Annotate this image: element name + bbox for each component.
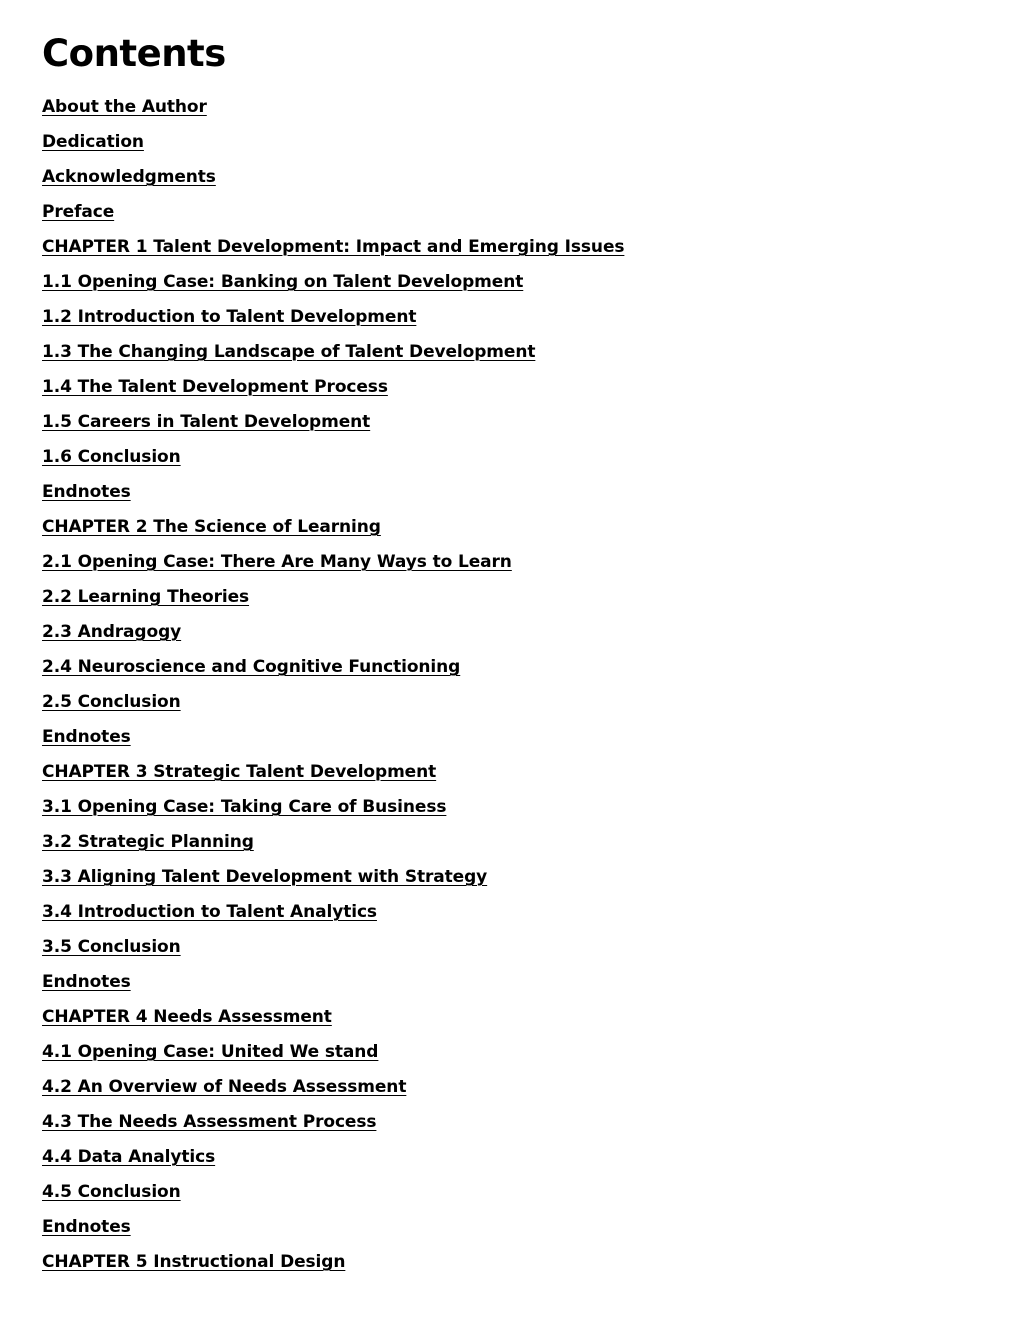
toc-item [42,270,624,305]
toc-item [42,375,624,410]
toc-item [42,620,624,655]
toc-item [42,760,624,795]
toc-link-about-the-author[interactable]: About the Author [42,97,207,117]
toc-item [42,725,624,760]
toc-item [42,340,624,375]
toc-item [42,95,624,130]
toc-item [42,200,624,235]
toc-link-endnotes-4[interactable]: Endnotes [42,1217,131,1237]
toc-link-chapter-4[interactable]: CHAPTER 4 Needs Assessment [42,1007,332,1027]
toc-item [42,690,624,725]
toc-item [42,410,624,445]
toc-item [42,305,624,340]
toc-link-chapter-2[interactable]: CHAPTER 2 The Science of Learning [42,517,381,537]
toc-item [42,235,624,270]
toc-link-endnotes-1[interactable]: Endnotes [42,482,131,502]
toc-link-acknowledgments[interactable]: Acknowledgments [42,167,216,187]
toc-link-section-3-2[interactable]: 3.2 Strategic Planning [42,832,254,852]
toc-link-section-1-2[interactable]: 1.2 Introduction to Talent Development [42,307,417,327]
toc-item [42,655,624,690]
toc-link-preface[interactable]: Preface [42,202,115,222]
toc-item [42,1215,624,1250]
toc-item [42,795,624,830]
toc-link-section-2-5[interactable]: 2.5 Conclusion [42,692,181,712]
toc-link-section-2-4[interactable]: 2.4 Neuroscience and Cognitive Functioning [42,657,461,677]
toc-link-dedication[interactable]: Dedication [42,132,144,152]
toc-link-section-2-1[interactable]: 2.1 Opening Case: There Are Many Ways to Learn [42,552,512,572]
toc-item [42,1005,624,1040]
toc-list [42,95,624,1285]
toc-item [42,165,624,200]
page-title: Contents [42,32,226,75]
toc-link-section-3-3[interactable]: 3.3 Aligning Talent Development with Strategy [42,867,488,887]
toc-item [42,130,624,165]
toc-item [42,445,624,480]
toc-item [42,865,624,900]
toc-item [42,935,624,970]
toc-item [42,515,624,550]
toc-item [42,585,624,620]
toc-item [42,970,624,1005]
toc-link-section-4-2[interactable]: 4.2 An Overview of Needs Assessment [42,1077,407,1097]
toc-link-section-1-3[interactable]: 1.3 The Changing Landscape of Talent Development [42,342,536,362]
toc-link-section-3-1[interactable]: 3.1 Opening Case: Taking Care of Business [42,797,447,817]
toc-link-section-1-1[interactable]: 1.1 Opening Case: Banking on Talent Development [42,272,524,292]
toc-link-section-1-4[interactable]: 1.4 The Talent Development Process [42,377,388,397]
toc-link-section-3-5[interactable]: 3.5 Conclusion [42,937,181,957]
toc-item [42,1040,624,1075]
toc-item [42,1110,624,1145]
toc-link-chapter-5[interactable]: CHAPTER 5 Instructional Design [42,1252,346,1272]
toc-item [42,830,624,865]
toc-item [42,480,624,515]
toc-link-section-2-3[interactable]: 2.3 Andragogy [42,622,182,642]
toc-link-section-1-5[interactable]: 1.5 Careers in Talent Development [42,412,371,432]
toc-link-endnotes-2[interactable]: Endnotes [42,727,131,747]
toc-item [42,1250,624,1285]
toc-item [42,1075,624,1110]
toc-link-section-4-1[interactable]: 4.1 Opening Case: United We stand [42,1042,379,1062]
toc-link-section-3-4[interactable]: 3.4 Introduction to Talent Analytics [42,902,377,922]
toc-item [42,1180,624,1215]
toc-link-section-4-3[interactable]: 4.3 The Needs Assessment Process [42,1112,377,1132]
toc-link-endnotes-3[interactable]: Endnotes [42,972,131,992]
toc-item [42,900,624,935]
toc-item [42,550,624,585]
toc-link-section-4-5[interactable]: 4.5 Conclusion [42,1182,181,1202]
toc-link-section-1-6[interactable]: 1.6 Conclusion [42,447,181,467]
toc-link-section-4-4[interactable]: 4.4 Data Analytics [42,1147,216,1167]
toc-link-chapter-1[interactable]: CHAPTER 1 Talent Development: Impact and Emerging Issues [42,237,625,257]
toc-item [42,1145,624,1180]
toc-link-section-2-2[interactable]: 2.2 Learning Theories [42,587,250,607]
toc-link-chapter-3[interactable]: CHAPTER 3 Strategic Talent Development [42,762,437,782]
